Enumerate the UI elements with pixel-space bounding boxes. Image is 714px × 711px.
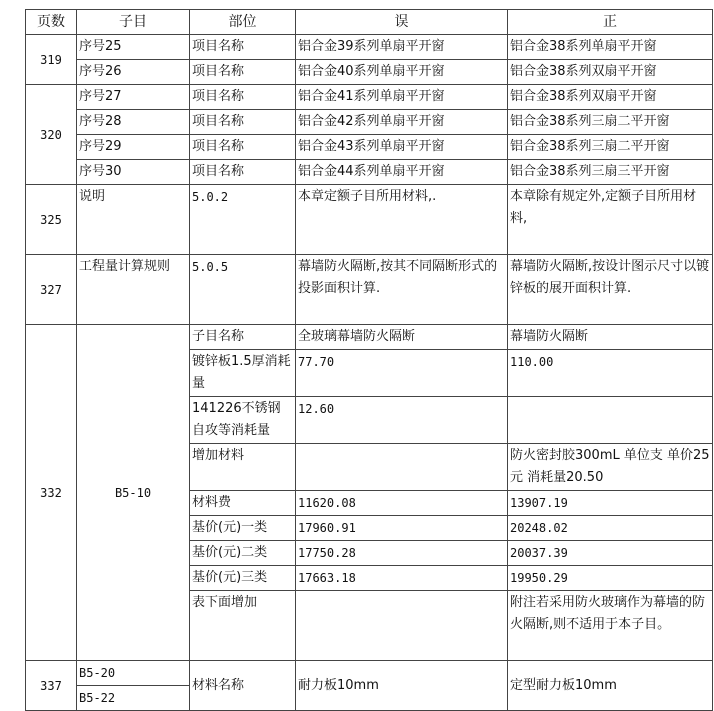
part-cell: 基价(元)三类	[190, 566, 296, 591]
page-number: 332	[26, 325, 77, 661]
header-page: 页数	[26, 10, 77, 35]
part-cell: 项目名称	[190, 60, 296, 85]
right-cell: 幕墙防火隔断	[508, 325, 713, 350]
table-row	[26, 60, 713, 85]
table-row	[26, 325, 713, 350]
right-cell: 防火密封胶300mL 单位支 单价25元 消耗量20.50	[508, 444, 713, 491]
item-sub-second: B5-22	[77, 685, 189, 710]
wrong-cell: 17750.28	[296, 541, 508, 566]
wrong-cell: 铝合金39系列单扇平开窗	[296, 35, 508, 60]
part-cell: 镀锌板1.5厚消耗量	[190, 350, 296, 397]
part-cell: 项目名称	[190, 135, 296, 160]
right-cell: 幕墙防火隔断,按设计图示尺寸以镀锌板的展开面积计算.	[508, 255, 713, 325]
page-number: 337	[26, 661, 77, 711]
header-part: 部位	[190, 10, 296, 35]
wrong-cell: 17663.18	[296, 566, 508, 591]
part-cell: 项目名称	[190, 35, 296, 60]
part-cell: 项目名称	[190, 85, 296, 110]
right-cell: 20248.02	[508, 516, 713, 541]
part-cell: 141226不锈钢自攻等消耗量	[190, 397, 296, 444]
right-cell: 铝合金38系列双扇平开窗	[508, 60, 713, 85]
item-cell: 说明	[77, 185, 190, 255]
part-cell: 材料费	[190, 491, 296, 516]
wrong-cell: 全玻璃幕墙防火隔断	[296, 325, 508, 350]
table-row	[26, 255, 713, 325]
right-cell: 110.00	[508, 350, 713, 397]
item-cell: 序号26	[77, 60, 190, 85]
item-sub-first: B5-20	[79, 666, 116, 680]
right-cell: 铝合金38系列单扇平开窗	[508, 35, 713, 60]
page-number: 325	[26, 185, 77, 255]
item-cell: 序号30	[77, 160, 190, 185]
item-cell: 序号27	[77, 85, 190, 110]
right-cell: 本章除有规定外,定额子目所用材料,	[508, 185, 713, 255]
page-number: 319	[26, 35, 77, 85]
item-cell	[77, 661, 190, 711]
header-right: 正	[508, 10, 713, 35]
page-number: 327	[26, 255, 77, 325]
part-cell: 增加材料	[190, 444, 296, 491]
item-cell: 工程量计算规则	[77, 255, 190, 325]
wrong-cell: 铝合金43系列单扇平开窗	[296, 135, 508, 160]
table-row	[26, 160, 713, 185]
right-cell: 定型耐力板10mm	[508, 661, 713, 711]
right-cell	[508, 397, 713, 444]
part-cell: 5.0.5	[190, 255, 296, 325]
table-row	[26, 185, 713, 255]
table-row	[26, 661, 713, 711]
table-row	[26, 110, 713, 135]
right-cell: 13907.19	[508, 491, 713, 516]
part-cell: 基价(元)一类	[190, 516, 296, 541]
part-cell: 表下面增加	[190, 591, 296, 661]
header-item: 子目	[77, 10, 190, 35]
table-row	[26, 35, 713, 60]
right-cell: 铝合金38系列三扇三平开窗	[508, 160, 713, 185]
part-cell: 子目名称	[190, 325, 296, 350]
right-cell: 19950.29	[508, 566, 713, 591]
right-cell: 铝合金38系列双扇平开窗	[508, 85, 713, 110]
header-wrong: 误	[296, 10, 508, 35]
item-cell: 序号29	[77, 135, 190, 160]
item-cell: B5-10	[77, 325, 190, 661]
errata-table	[25, 9, 713, 711]
part-cell: 5.0.2	[190, 185, 296, 255]
part-cell: 项目名称	[190, 160, 296, 185]
item-cell: 序号28	[77, 110, 190, 135]
right-cell: 铝合金38系列三扇二平开窗	[508, 110, 713, 135]
wrong-cell: 铝合金44系列单扇平开窗	[296, 160, 508, 185]
wrong-cell	[296, 444, 508, 491]
right-cell: 附注若采用防火玻璃作为幕墙的防火隔断,则不适用于本子目。	[508, 591, 713, 661]
wrong-cell	[296, 591, 508, 661]
wrong-cell: 铝合金40系列单扇平开窗	[296, 60, 508, 85]
header-row	[26, 10, 713, 35]
wrong-cell: 17960.91	[296, 516, 508, 541]
right-cell: 铝合金38系列三扇二平开窗	[508, 135, 713, 160]
page-number: 320	[26, 85, 77, 185]
wrong-cell: 12.60	[296, 397, 508, 444]
part-cell: 基价(元)二类	[190, 541, 296, 566]
part-cell: 材料名称	[190, 661, 296, 711]
wrong-cell: 铝合金42系列单扇平开窗	[296, 110, 508, 135]
wrong-cell: 本章定额子目所用材料,.	[296, 185, 508, 255]
right-cell: 20037.39	[508, 541, 713, 566]
table-row	[26, 85, 713, 110]
wrong-cell: 幕墙防火隔断,按其不同隔断形式的投影面积计算.	[296, 255, 508, 325]
wrong-cell: 耐力板10mm	[296, 661, 508, 711]
item-cell: 序号25	[77, 35, 190, 60]
wrong-cell: 铝合金41系列单扇平开窗	[296, 85, 508, 110]
part-cell: 项目名称	[190, 110, 296, 135]
wrong-cell: 11620.08	[296, 491, 508, 516]
table-row	[26, 135, 713, 160]
wrong-cell: 77.70	[296, 350, 508, 397]
